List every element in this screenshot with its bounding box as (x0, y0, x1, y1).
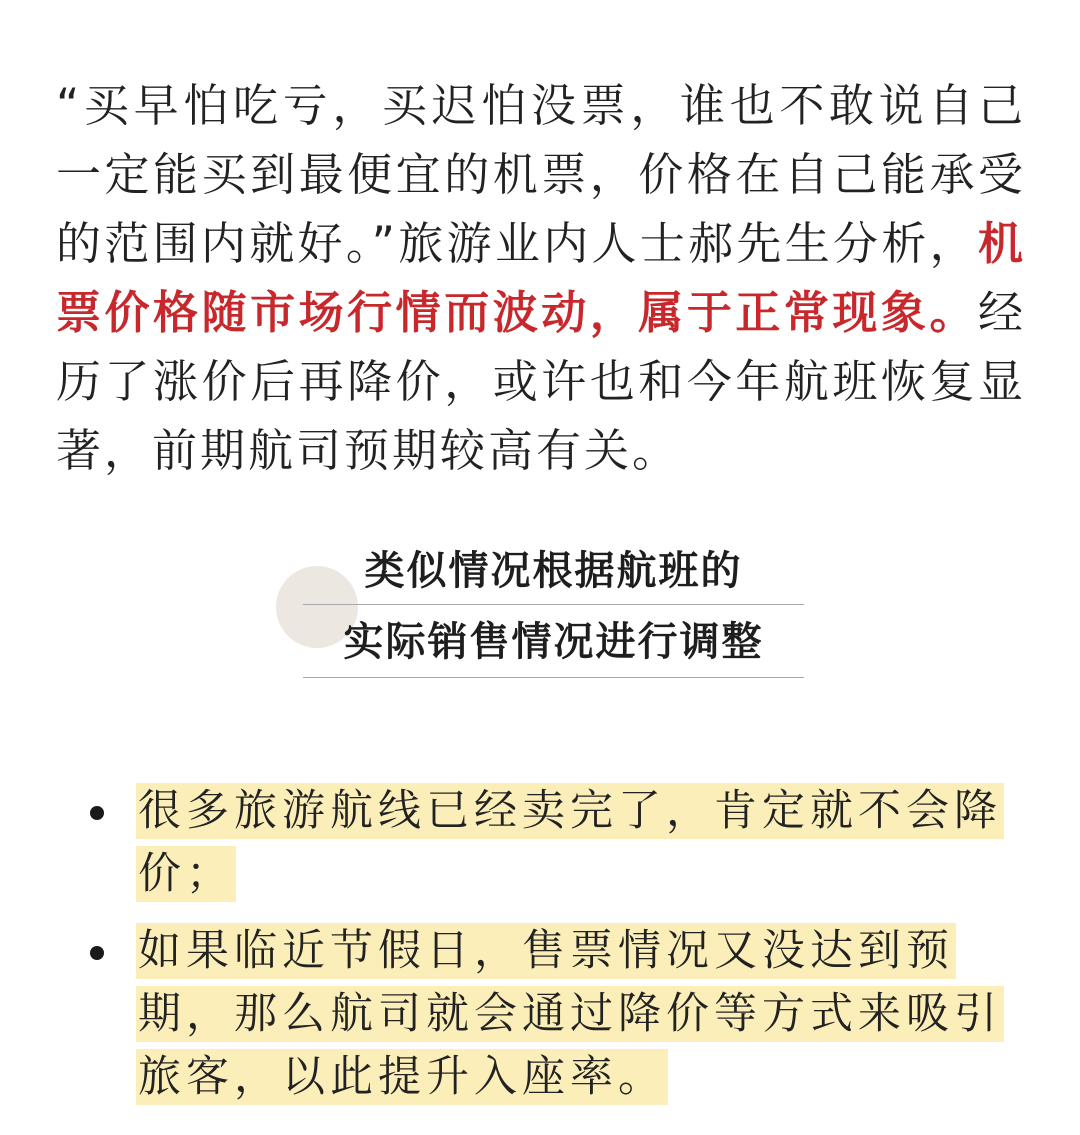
list-item-line (136, 780, 1040, 843)
list-item-text: 如果临近节假日，售票情况又没达到预 (136, 923, 956, 979)
paragraph-text: “买早怕吃亏，买迟怕没票，谁也不敢说自己一定能买到最便宜的机票，价格在自己能承受的范围内就好。”旅游业内人士郝先生分析， (56, 79, 1026, 270)
list-item (90, 920, 1040, 1109)
bullet-list (90, 780, 1040, 1109)
article-paragraph (56, 71, 1026, 485)
list-item-text: 很多旅游航线已经卖完了，肯定就不会降 (136, 783, 1004, 839)
list-item-line (136, 920, 1040, 983)
list-item-text: 旅客，以此提升入座率。 (136, 1049, 668, 1105)
list-item-text: 期，那么航司就会通过降价等方式来吸引 (136, 986, 1004, 1042)
list-item-line (136, 1046, 1040, 1109)
list-item (90, 780, 1040, 906)
highlighted-text: 机票价格随市场行情而波动，属于正常现象。 (56, 217, 1026, 339)
section-heading-line-2: 实际销售情况进行调整 (303, 609, 804, 678)
section-heading-line-1: 类似情况根据航班的 (303, 540, 804, 605)
list-item-line (136, 983, 1040, 1046)
paragraph-text-continued: 经历了涨价后再降价，或许也和今年航班恢复显著，前期航司预期较高有关。 (56, 286, 1026, 477)
list-item-line (136, 843, 1040, 906)
bullet-dot-icon (90, 946, 104, 960)
bullet-dot-icon (90, 806, 104, 820)
list-item-text: 价； (136, 846, 236, 902)
